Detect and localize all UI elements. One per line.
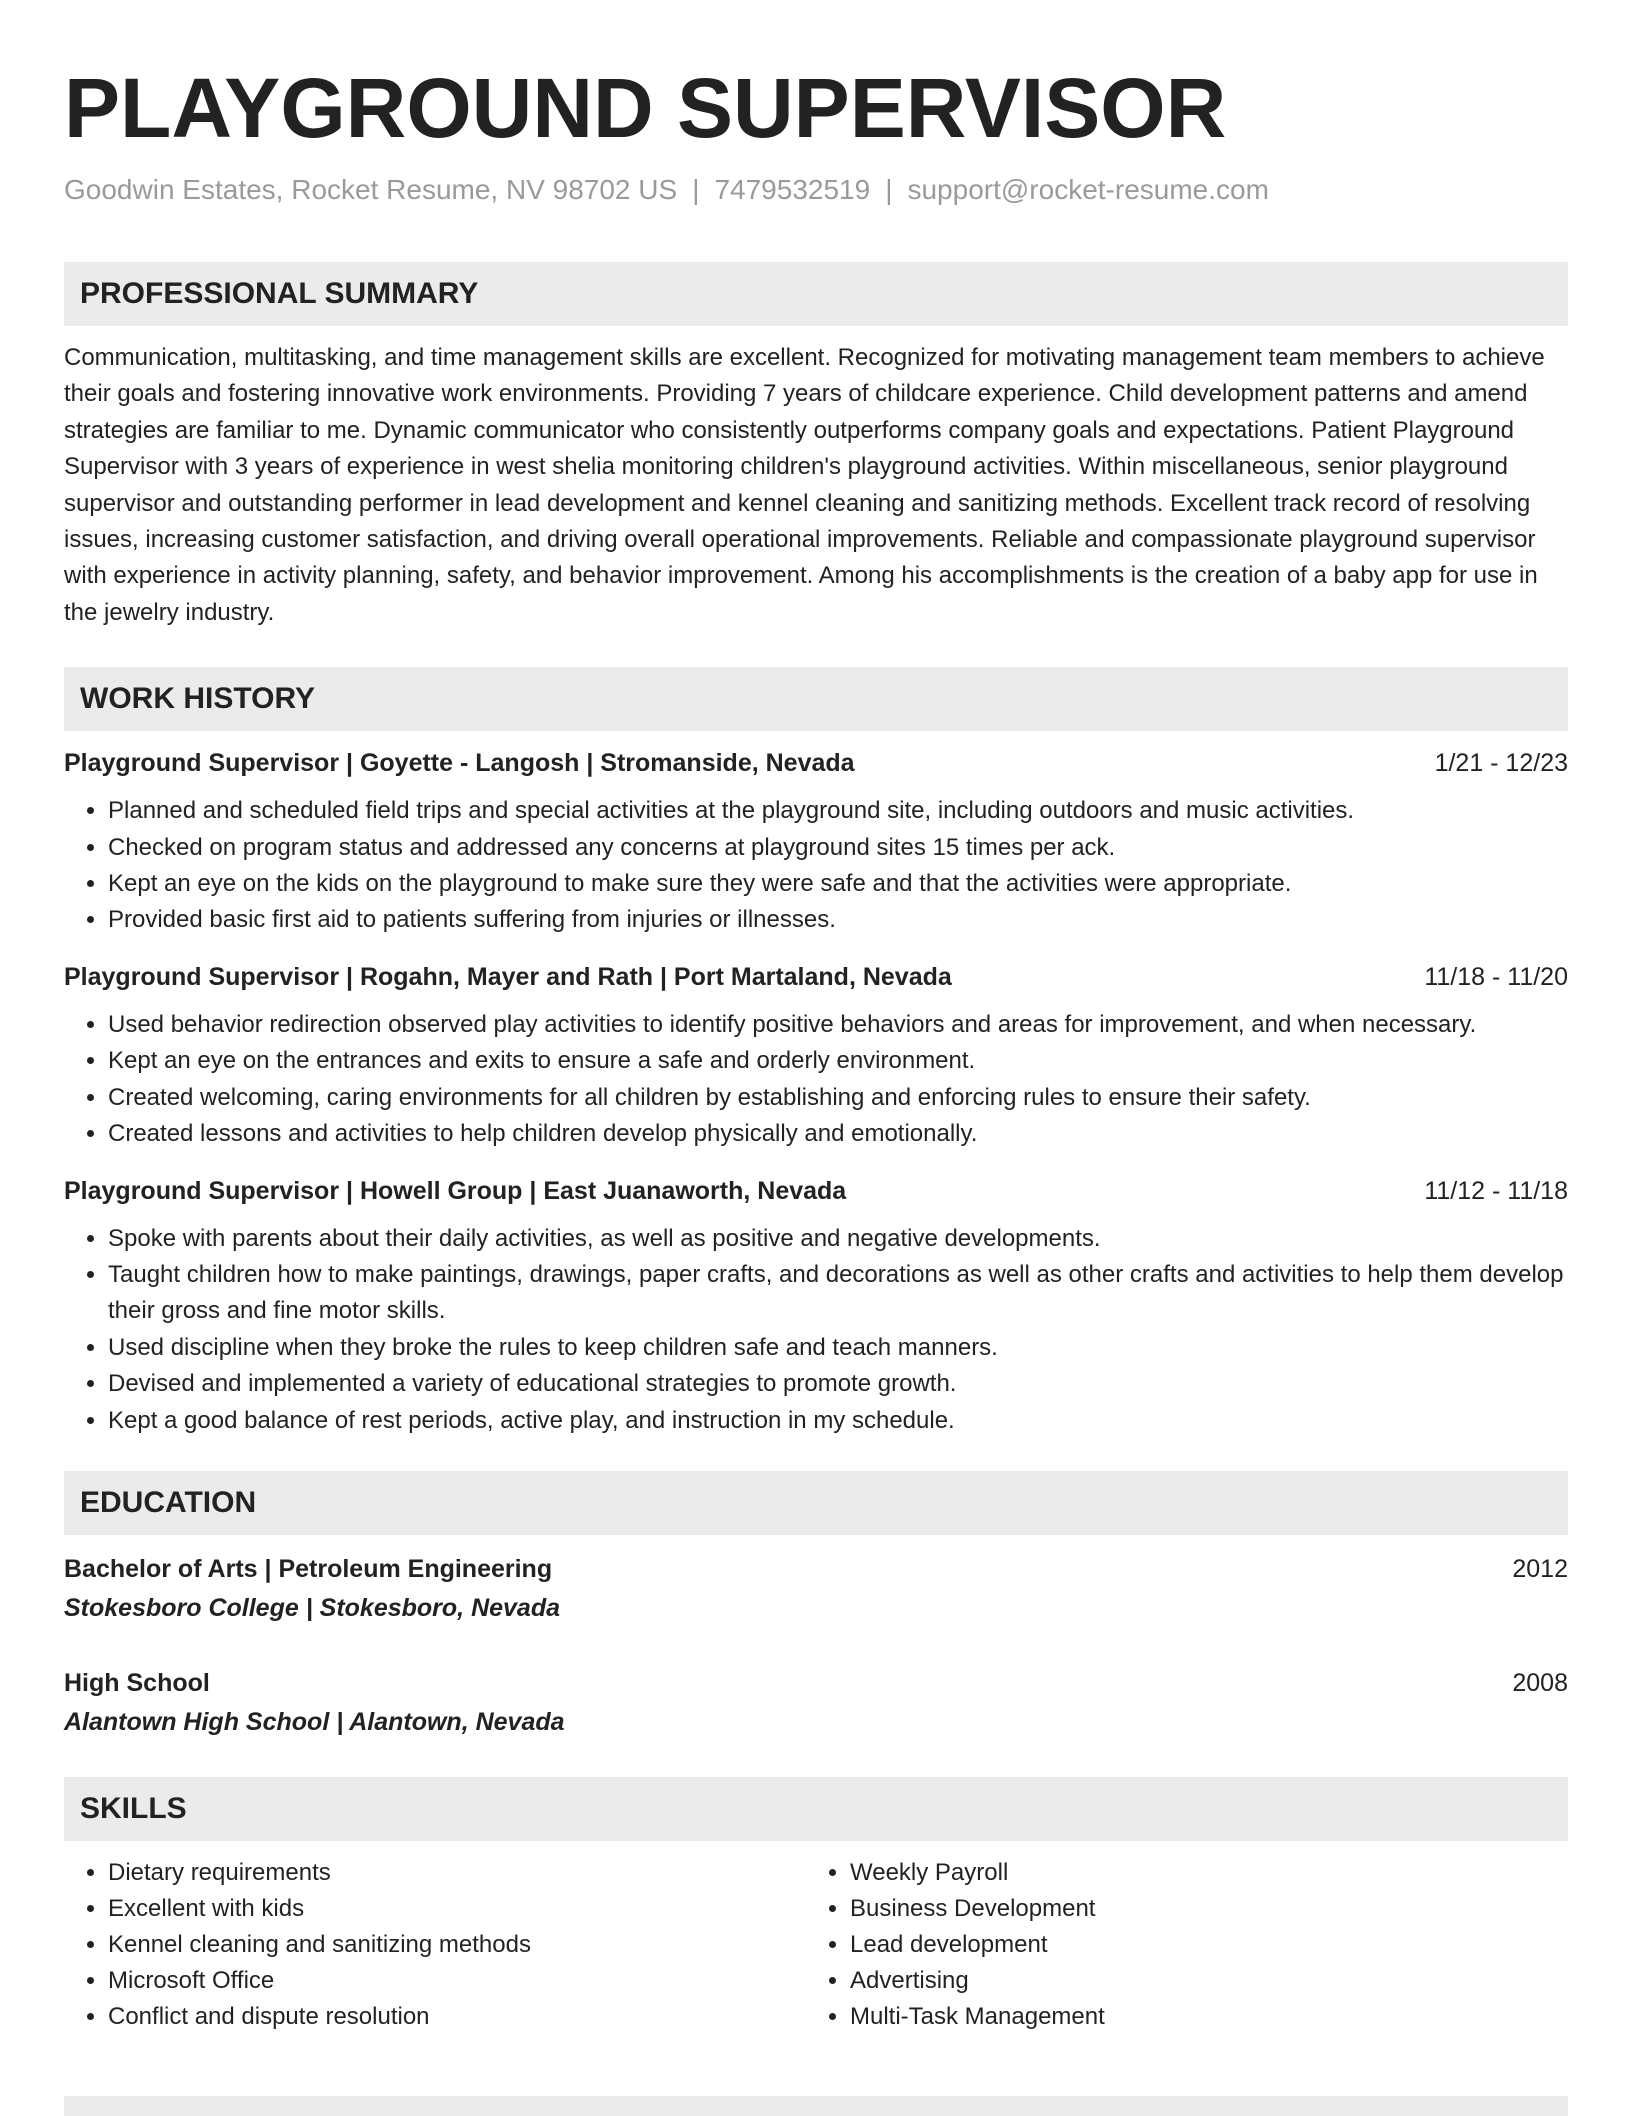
- job-header: [64, 957, 1568, 997]
- school: Stokesboro College | Stokesboro, Nevada: [64, 1593, 561, 1622]
- section-heading-work-history: WORK HISTORY: [64, 667, 1568, 731]
- list-item: • Lead development: [850, 1927, 1548, 1963]
- list-item: • Conflict and dispute resolution: [108, 1999, 806, 2035]
- list-item: • Created welcoming, caring environments for all children by establishing and enforcing rules to ensure their safety.: [108, 1080, 1568, 1116]
- education-year: 2008: [1512, 1668, 1568, 1697]
- list-item: • Used behavior redirection observed play activities to identify positive behaviors and areas for improvement, and when necessary.: [108, 1007, 1568, 1043]
- education-year: 2012: [1512, 1554, 1568, 1583]
- list-item: • Kept an eye on the entrances and exits to ensure a safe and orderly environment.: [108, 1043, 1568, 1079]
- list-item: • Taught children how to make paintings, drawings, paper crafts, and decorations as well as other crafts and activities to help them develop their gross and fine motor skills.: [108, 1257, 1568, 1330]
- degree: High School: [64, 1668, 210, 1697]
- list-item: • Kennel cleaning and sanitizing methods: [108, 1927, 806, 1963]
- list-item: • Advertising: [850, 1963, 1548, 1999]
- job-entry: [64, 1171, 1568, 1439]
- resume-page: [64, 0, 1568, 2035]
- job-bullets: [64, 1221, 1568, 1439]
- education-header: [64, 1663, 1568, 1703]
- job-entry: [64, 743, 1568, 939]
- section-heading-education: EDUCATION: [64, 1471, 1568, 1535]
- email-link[interactable]: support@rocket-resume.com: [907, 174, 1269, 205]
- job-title: Playground Supervisor | Goyette - Langosh | Stromanside, Nevada: [64, 749, 855, 778]
- job-bullets: [64, 793, 1568, 939]
- list-item: • Provided basic first aid to patients suffering from injuries or illnesses.: [108, 902, 1568, 938]
- separator: |: [885, 174, 893, 205]
- list-item: • Dietary requirements: [108, 1855, 806, 1891]
- job-dates: 11/12 - 11/18: [1424, 1176, 1568, 1205]
- separator: |: [692, 174, 700, 205]
- education-header: [64, 1549, 1568, 1589]
- job-dates: 11/18 - 11/20: [1424, 962, 1568, 991]
- degree: Bachelor of Arts | Petroleum Engineering: [64, 1554, 553, 1583]
- school: Alantown High School | Alantown, Nevada: [64, 1707, 565, 1736]
- list-item: • Weekly Payroll: [850, 1855, 1548, 1891]
- job-bullets: [64, 1007, 1568, 1153]
- list-item: • Kept an eye on the kids on the playground to make sure they were safe and that the activities were appropriate.: [108, 866, 1568, 902]
- list-item: • Business Development: [850, 1891, 1548, 1927]
- list-item: • Devised and implemented a variety of educational strategies to promote growth.: [108, 1366, 1568, 1402]
- summary-text: Communication, multitasking, and time management skills are excellent. Recognized for motivating management team members to achieve their goals and fostering innovative work environments. Providing 7 years of childcare experience. Child development patterns and amend strategies are familiar to me. Dynamic communicator who consistently outperforms company goals and expectations. Patient Playground Supervisor with 3 years of experience in west shelia monitoring children's playground activities. Within miscellaneous, senior playground supervisor and outstanding performer in lead development and kennel cleaning and sanitizing methods. Excellent track record of resolving issues, increasing customer satisfaction, and driving overall operational improvements. Reliable and compassionate playground supervisor with experience in activity planning, safety, and behavior improvement. Among his accomplishments is the creation of a baby app for use in the jewelry industry.: [64, 344, 1545, 626]
- address: Goodwin Estates, Rocket Resume, NV 98702 US: [64, 174, 678, 205]
- job-dates: 1/21 - 12/23: [1434, 749, 1568, 778]
- education-entry: [64, 1663, 1568, 1741]
- list-item: • Spoke with parents about their daily activities, as well as positive and negative developments.: [108, 1221, 1568, 1257]
- list-item: • Microsoft Office: [108, 1963, 806, 1999]
- list-item: • Planned and scheduled field trips and special activities at the playground site, including outdoors and music activities.: [108, 793, 1568, 829]
- job-title: Playground Supervisor | Rogahn, Mayer and Rath | Port Martaland, Nevada: [64, 962, 952, 991]
- skills-column-left: [64, 1855, 806, 2035]
- phone: 7479532519: [714, 174, 871, 205]
- job-header: [64, 1171, 1568, 1211]
- list-item: • Excellent with kids: [108, 1891, 806, 1927]
- job-entry: [64, 957, 1568, 1153]
- section-heading-skills: SKILLS: [64, 1777, 1568, 1841]
- section-heading-summary: PROFESSIONAL SUMMARY: [64, 262, 1568, 326]
- list-item: • Created lessons and activities to help children develop physically and emotionally.: [108, 1116, 1568, 1152]
- skills-list: [64, 1855, 1568, 2035]
- contact-line: [64, 170, 1568, 210]
- section-heading-partial: [64, 2096, 1568, 2116]
- page-title: PLAYGROUND SUPERVISOR: [64, 61, 1227, 155]
- education-entry: [64, 1549, 1568, 1627]
- job-title: Playground Supervisor | Howell Group | East Juanaworth, Nevada: [64, 1176, 847, 1205]
- list-item: • Checked on program status and addressed any concerns at playground sites 15 times per ack.: [108, 830, 1568, 866]
- list-item: • Kept a good balance of rest periods, active play, and instruction in my schedule.: [108, 1403, 1568, 1439]
- list-item: • Used discipline when they broke the rules to keep children safe and teach manners.: [108, 1330, 1568, 1366]
- skills-column-right: [850, 1855, 1548, 2035]
- list-item: • Multi-Task Management: [850, 1999, 1548, 2035]
- job-header: [64, 743, 1568, 783]
